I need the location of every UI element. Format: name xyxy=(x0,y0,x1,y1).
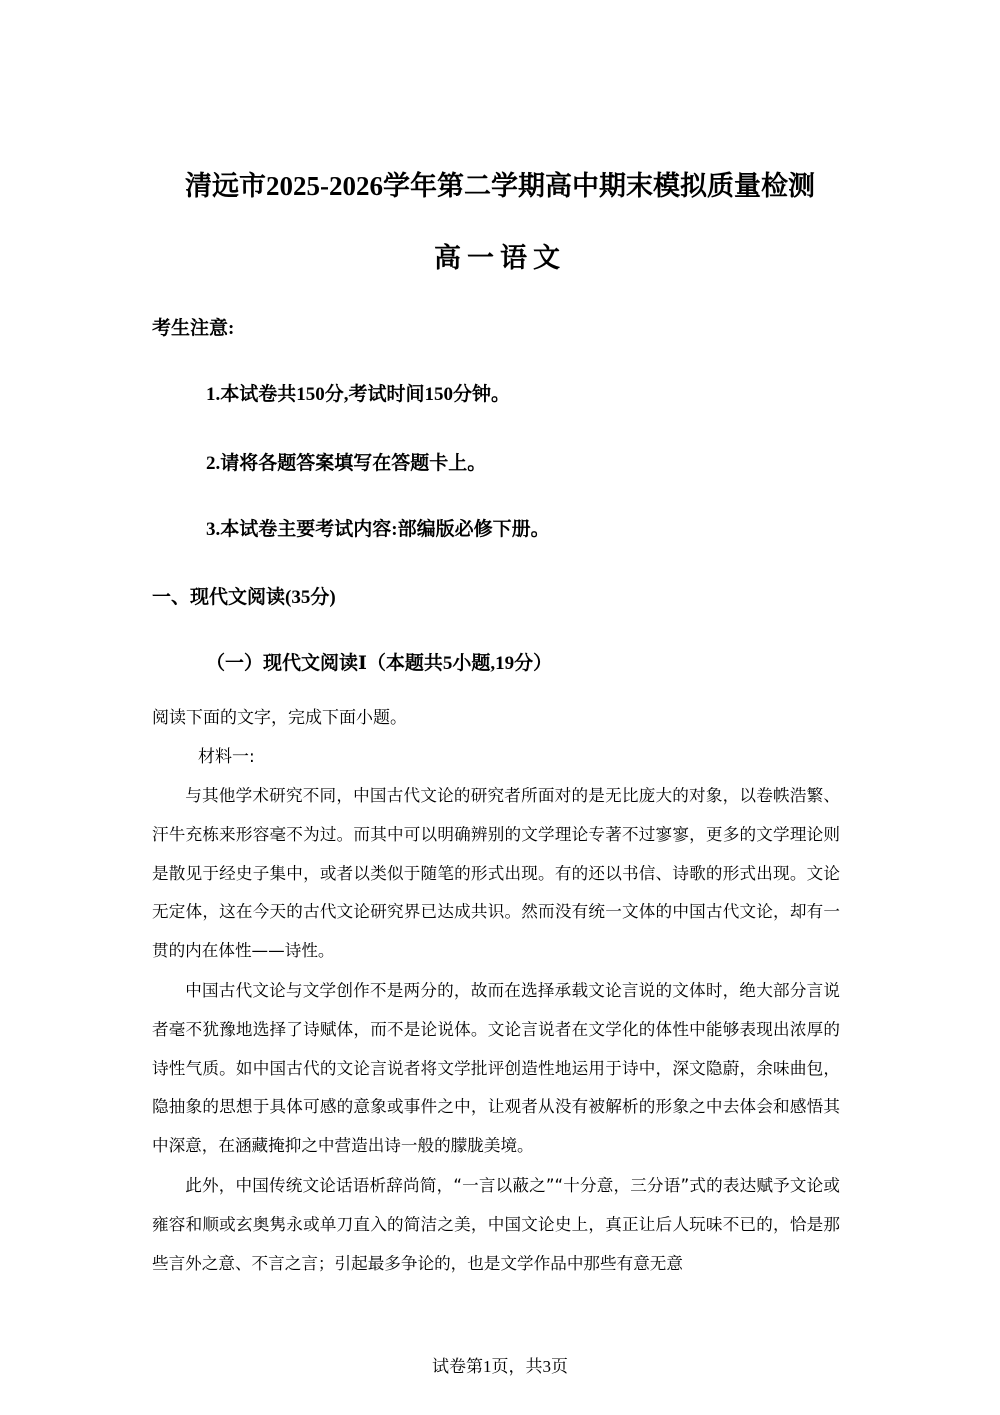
exam-title: 清远市2025-2026学年第二学期高中期末模拟质量检测 xyxy=(185,171,815,201)
material-paragraph: 与其他学术研究不同，中国古代文论的研究者所面对的是无比庞大的对象，以卷帙浩繁、汗牛充栋来形容毫不为过。而其中可以明确辨别的文学理论专著不过寥寥，更多的文学理论则是散见于经史子集中，或者以类似于随笔的形式出现。有的还以书信、诗歌的形式出现。文论无定体，这在今天的古代文论研究界已达成共识。然而没有统一文体的中国古代文论，却有一贯的内在体性——诗性。 xyxy=(152,786,840,961)
material-paragraph: 中国古代文论与文学创作不是两分的，故而在选择承载文论言说的文体时，绝大部分言说者毫不犹豫地选择了诗赋体，而不是论说体。文论言说者在文学化的体性中能够表现出浓厚的诗性气质。如中国古代的文论言说者将文学批评创造性地运用于诗中，深文隐蔚，余味曲包，隐抽象的思想于具体可感的意象或事件之中，让观者从没有被解析的形象之中去体会和感悟其中深意，在涵藏掩抑之中营造出诗一般的朦胧美境。 xyxy=(152,981,840,1156)
material-paragraph: 此外，中国传统文论话语析辞尚简，“一言以蔽之”“十分意，三分语”式的表达赋予文论或雍容和顺或玄奥隽永或单刀直入的简洁之美，中国文论史上，真正让后人玩味不已的，恰是那些言外之意、不言之言；引起最多争论的，也是文学作品中那些有意无意 xyxy=(152,1176,840,1273)
subject-title: 高一语文 xyxy=(434,243,566,273)
subsection-heading: （一）现代文阅读Ⅰ（本题共5小题,19分） xyxy=(206,653,553,674)
reading-instruction: 阅读下面的文字，完成下面小题。 xyxy=(152,708,407,728)
notice-item: 3.本试卷主要考试内容:部编版必修下册。 xyxy=(206,519,550,540)
notice-item: 2.请将各题答案填写在答题卡上。 xyxy=(206,453,487,474)
section-heading: 一、现代文阅读(35分) xyxy=(152,587,336,608)
material-label: 材料一: xyxy=(198,747,255,767)
page-footer: 试卷第1页，共3页 xyxy=(432,1357,568,1376)
notice-heading: 考生注意: xyxy=(152,318,235,339)
notice-item: 1.本试卷共150分,考试时间150分钟。 xyxy=(206,384,511,405)
